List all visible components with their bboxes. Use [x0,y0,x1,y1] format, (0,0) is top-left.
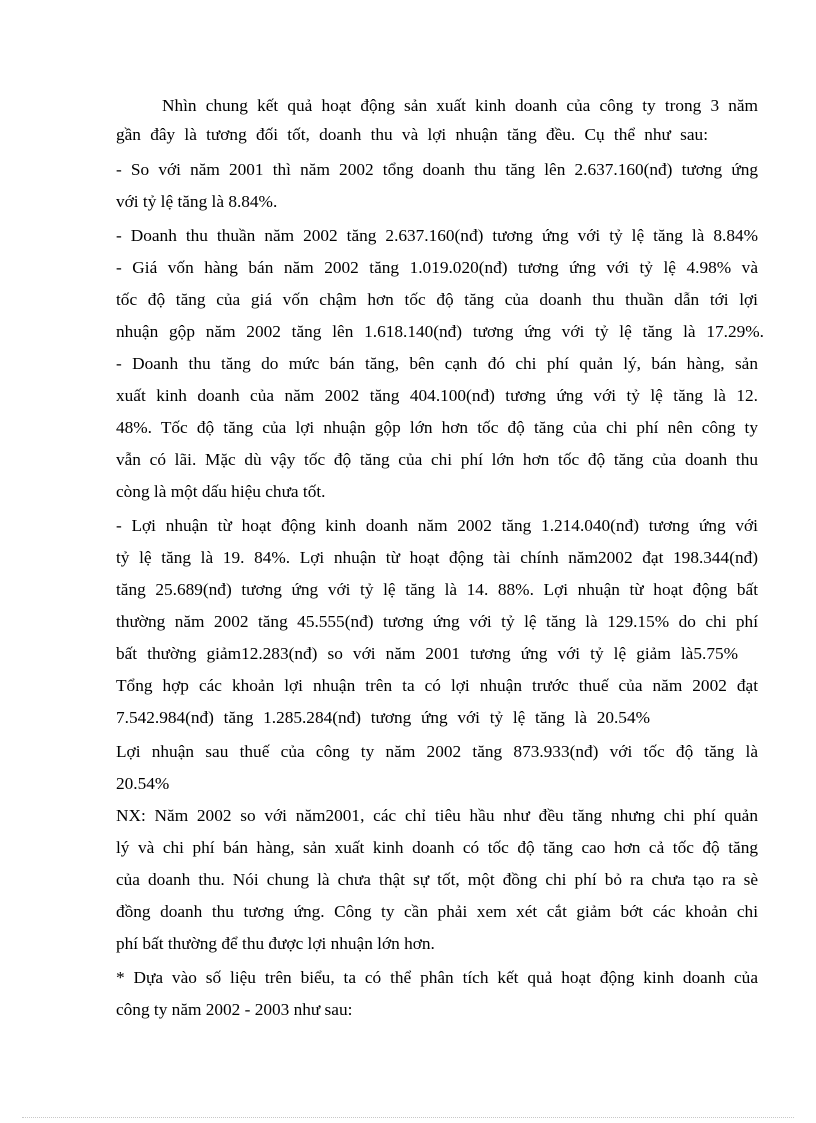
text-line: tăng 25.689(nđ) tương ứng với tỷ lệ tăng là 14. 88%. Lợi nhuận từ hoạt động bất [116,580,758,599]
text-line: đồng doanh thu tương ứng. Công ty cần phải xem xét cắt giảm bớt các khoản chi [116,902,758,921]
text-line: Tổng hợp các khoản lợi nhuận trên ta có lợi nhuận trước thuế của năm 2002 đạt [116,676,758,695]
text-line: tỷ lệ tăng là 19. 84%. Lợi nhuận từ hoạt động tài chính năm2002 đạt 198.344(nđ) [116,548,758,567]
text-line: công ty năm 2002 - 2003 như sau: [116,1000,353,1019]
text-line: 7.542.984(nđ) tăng 1.285.284(nđ) tương ứng với tỷ lệ tăng là 20.54% [116,708,650,727]
text-line: tốc độ tăng của giá vốn chậm hơn tốc độ tăng của doanh thu thuần dẫn tới lợi [116,290,758,309]
text-line: của doanh thu. Nói chung là chưa thật sự tốt, một đồng chi phí bỏ ra chưa tạo ra sè [116,870,758,889]
text-line: xuất kinh doanh của năm 2002 tăng 404.100(nđ) tương ứng với tỷ lệ tăng là 12. [116,386,758,405]
text-line: lý và chi phí bán hàng, sản xuất kinh doanh có tốc độ tăng cao hơn cả tốc độ tăng [116,838,758,857]
text-line: bất thường giảm12.283(nđ) so với năm 2001 tương ứng với tỷ lệ giảm là5.75% [116,644,738,663]
text-line: Nhìn chung kết quả hoạt động sản xuất kinh doanh của công ty trong 3 năm [162,96,758,115]
text-line: - Doanh thu thuần năm 2002 tăng 2.637.160(nđ) tương ứng với tỷ lệ tăng là 8.84% [116,226,758,245]
text-line: nhuận gộp năm 2002 tăng lên 1.618.140(nđ) tương ứng với tỷ lệ tăng là 17.29%. [116,322,764,341]
text-line: * Dựa vào số liệu trên biểu, ta có thể phân tích kết quả hoạt động kinh doanh của [116,968,758,987]
text-line: thường năm 2002 tăng 45.555(nđ) tương ứng với tỷ lệ tăng là 129.15% do chi phí [116,612,758,631]
text-line: 20.54% [116,774,170,793]
text-line: phí bất thường để thu được lợi nhuận lớn hơn. [116,934,435,953]
text-line: - Lợi nhuận từ hoạt động kinh doanh năm 2002 tăng 1.214.040(nđ) tương ứng với [116,516,758,535]
text-line: còng là một dấu hiệu chưa tốt. [116,482,326,501]
text-line: NX: Năm 2002 so với năm2001, các chỉ tiêu hầu như đều tăng nhưng chi phí quản [116,806,758,825]
text-line: - So với năm 2001 thì năm 2002 tổng doanh thu tăng lên 2.637.160(nđ) tương ứng [116,160,758,179]
page-bottom-divider [22,1117,794,1118]
text-line: - Doanh thu tăng do mức bán tăng, bên cạnh đó chi phí quản lý, bán hàng, sản [116,354,758,373]
text-line: vẫn có lãi. Mặc dù vậy tốc độ tăng của chi phí lớn hơn tốc độ tăng của doanh thu [116,450,758,469]
text-line: gần đây là tương đối tốt, doanh thu và lợi nhuận tăng đều. Cụ thể như sau: [116,125,708,144]
text-line: 48%. Tốc độ tăng của lợi nhuận gộp lớn hơn tốc độ tăng của chi phí nên công ty [116,418,758,437]
text-line: - Giá vốn hàng bán năm 2002 tăng 1.019.020(nđ) tương ứng với tỷ lệ 4.98% và [116,258,758,277]
text-line: với tỷ lệ tăng là 8.84%. [116,192,278,211]
text-line: Lợi nhuận sau thuế của công ty năm 2002 tăng 873.933(nđ) với tốc độ tăng là [116,742,758,761]
